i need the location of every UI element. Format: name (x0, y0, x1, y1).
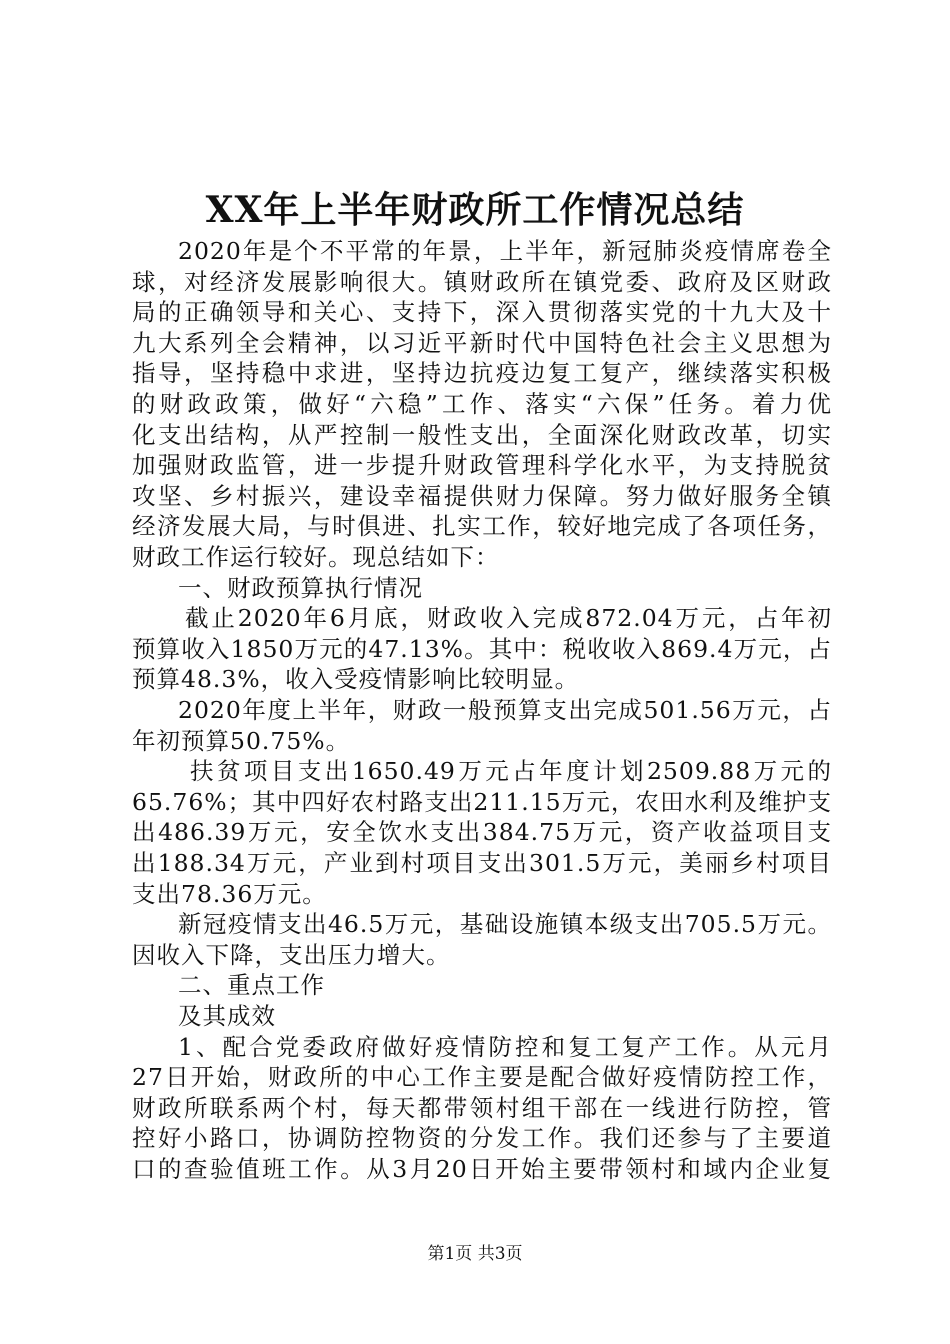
body-line: 2020年度上半年，财政一般预算支出完成501.56万元，占 (178, 696, 832, 724)
body-line: 一、财政预算执行情况 (178, 574, 423, 602)
body-line: 年初预算50.75%。 (132, 727, 351, 755)
body-line: 局的正确领导和关心、支持下，深入贯彻落实党的十九大及十 (132, 298, 832, 326)
body-line: 指导，坚持稳中求进，坚持边抗疫边复工复产，继续落实积极 (132, 359, 832, 387)
body-line: 预算48.3%，收入受疫情影响比较明显。 (132, 665, 580, 693)
body-line: 出486.39万元，安全饮水支出384.75万元，资产收益项目支 (132, 818, 832, 846)
body-line: 1、配合党委政府做好疫情防控和复工复产工作。从元月 (178, 1033, 832, 1061)
body-line: 及其成效 (178, 1002, 276, 1030)
body-line: 经济发展大局，与时俱进、扎实工作，较好地完成了各项任务， (132, 512, 832, 540)
body-line: 扶贫项目支出1650.49万元占年度计划2509.88万元的 (190, 757, 832, 785)
body-line: 的财政政策，做好“六稳”工作、落实“六保”任务。着力优 (132, 390, 832, 418)
body-line: 攻坚、乡村振兴，建设幸福提供财力保障。努力做好服务全镇 (132, 482, 832, 510)
body-line: 口的查验值班工作。从3月20日开始主要带领村和域内企业复 (132, 1155, 832, 1183)
body-line: 财政所联系两个村，每天都带领村组干部在一线进行防控，管 (132, 1094, 832, 1122)
body-line: 二、重点工作 (178, 971, 325, 999)
body-line: 九大系列全会精神，以习近平新时代中国特色社会主义思想为 (132, 329, 832, 357)
body-line: 预算收入1850万元的47.13%。其中：税收收入869.4万元，占 (132, 635, 832, 663)
body-line: 新冠疫情支出46.5万元，基础设施镇本级支出705.5万元。 (178, 910, 832, 938)
body-line: 65.76%；其中四好农村路支出211.15万元，农田水利及维护支 (132, 788, 832, 816)
page-footer: 第1页 共3页 (427, 1244, 523, 1264)
body-line: 控好小路口，协调防控物资的分发工作。我们还参与了主要道 (132, 1124, 832, 1152)
body-line: 财政工作运行较好。现总结如下： (132, 543, 500, 571)
body-line: 出188.34万元，产业到村项目支出301.5万元，美丽乡村项目 (132, 849, 832, 877)
body-line: 支出78.36万元。 (132, 880, 327, 908)
body-line: 因收入下降，支出压力增大。 (132, 941, 451, 969)
body-line: 加强财政监管，进一步提升财政管理科学化水平，为支持脱贫 (132, 451, 832, 479)
body-line: 化支出结构，从严控制一般性支出，全面深化财政改革，切实 (132, 421, 832, 449)
body-line: 球，对经济发展影响很大。镇财政所在镇党委、政府及区财政 (132, 268, 832, 296)
body-line: 27日开始，财政所的中心工作主要是配合做好疫情防控工作， (132, 1063, 832, 1091)
page-title: XX年上半年财政所工作情况总结 (205, 189, 745, 231)
body-line: 2020年是个不平常的年景，上半年，新冠肺炎疫情席卷全 (178, 237, 832, 265)
body-line: 截止2020年6月底，财政收入完成872.04万元，占年初 (185, 604, 832, 632)
